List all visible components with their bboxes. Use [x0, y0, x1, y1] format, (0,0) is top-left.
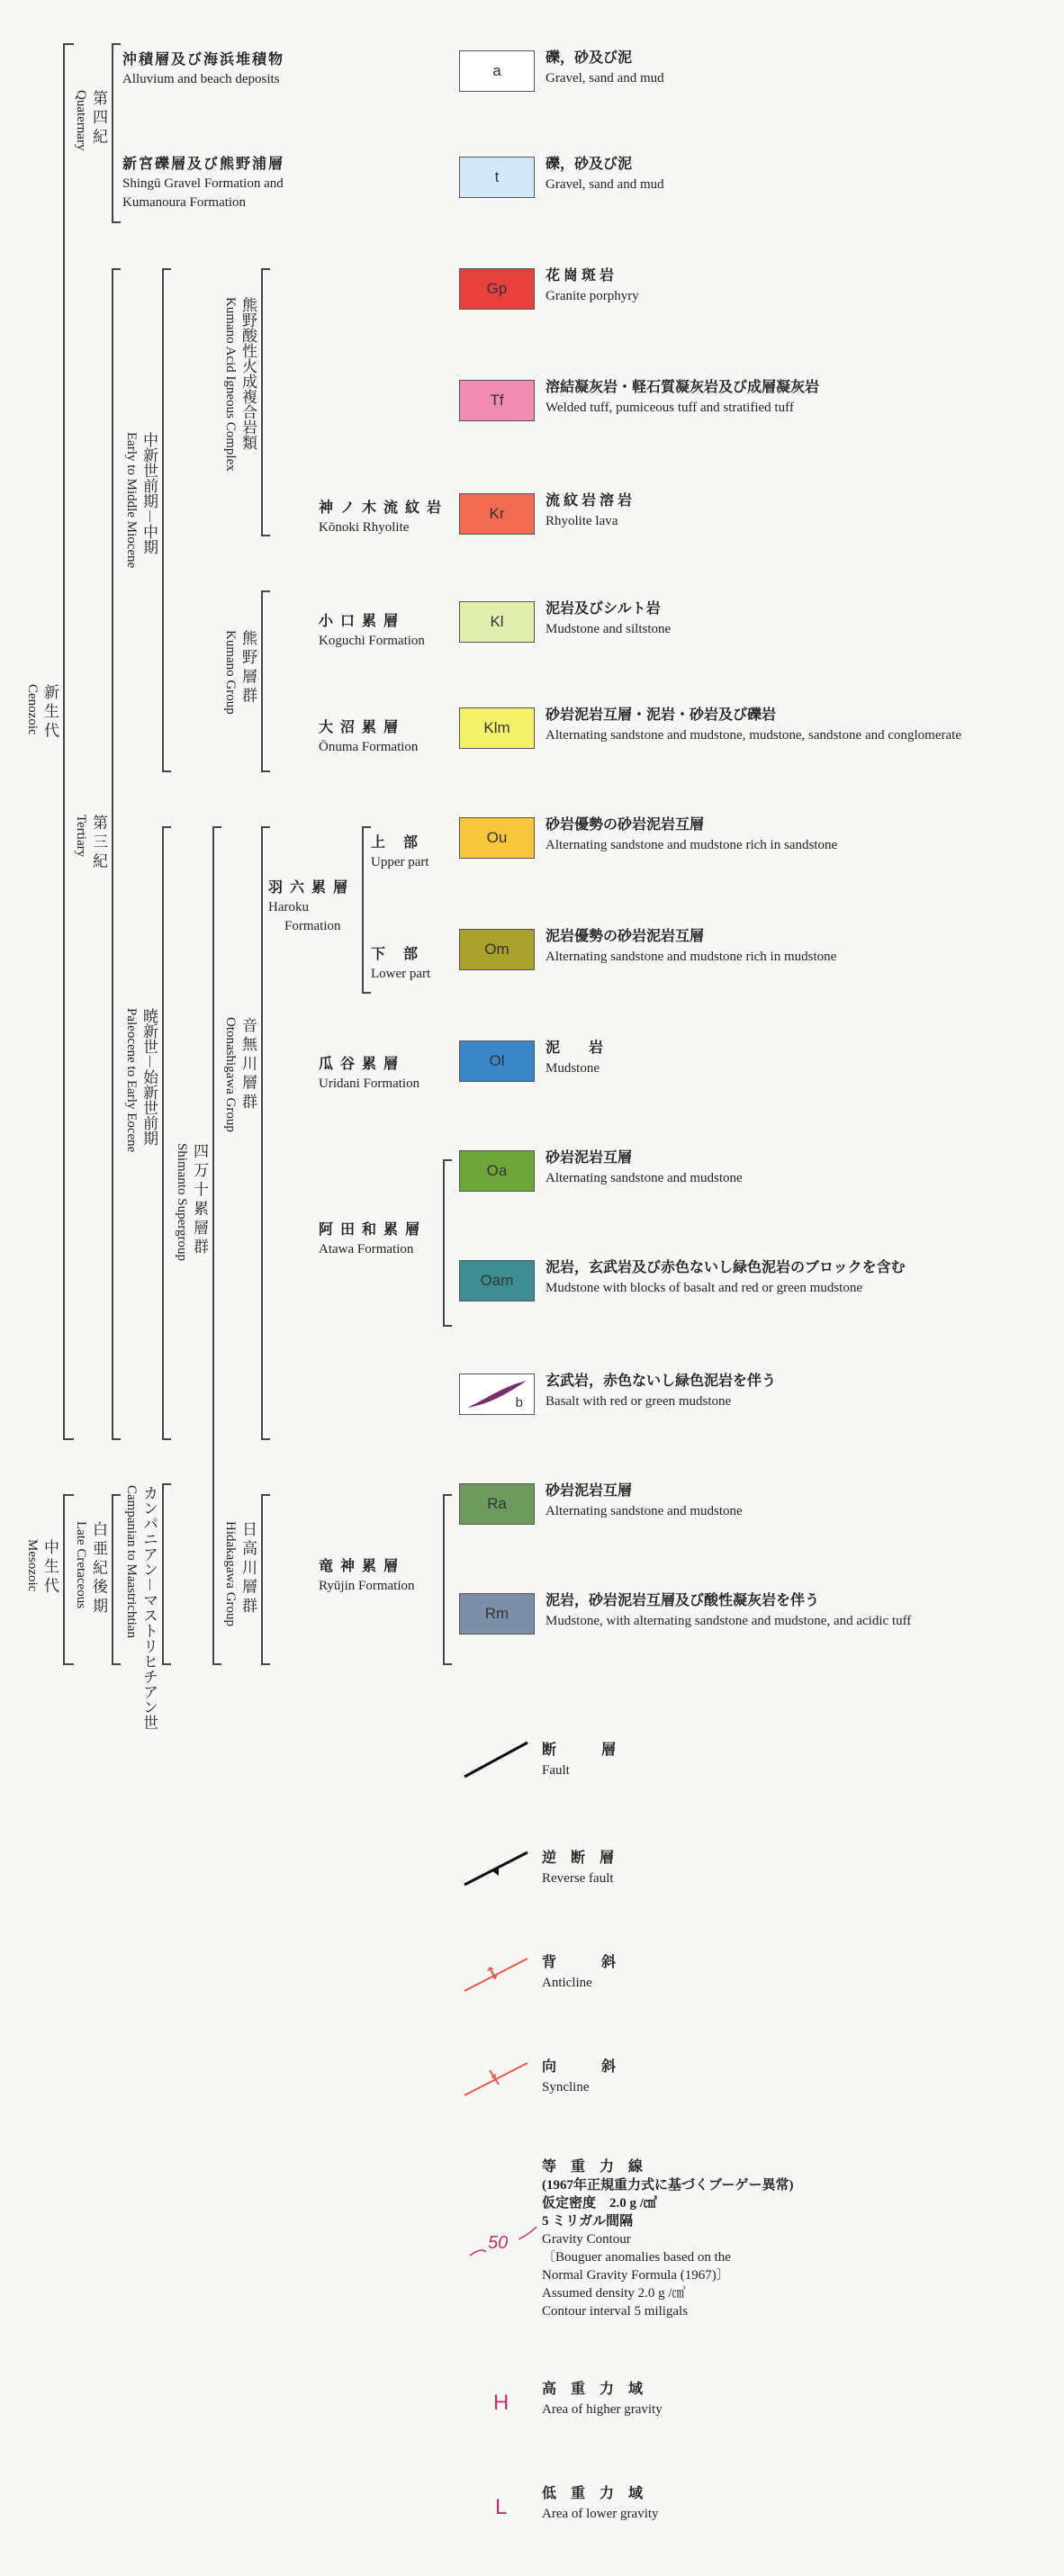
formation-alluvium: 沖積層及び海浜堆積物 Alluvium and beach deposits [122, 52, 285, 86]
formation-atawa: 阿 田 和 累 層 Atawa Formation [319, 1222, 422, 1256]
epoch-campanian: カンパニアン－マストリヒチアン世 Campanian to Maastrichtian [124, 1485, 158, 1730]
shimanto-bracket [212, 826, 214, 1665]
unit-desc-ou: 砂岩優勢の砂岩泥岩互層 Alternating sandstone and mudstone rich in sandstone [546, 817, 838, 852]
group-hidakagawa: 日 高 川 層 群 Hidakagawa Group [223, 1521, 257, 1627]
gravity-contour-icon [466, 2221, 538, 2271]
formation-ryujin: 竜 神 累 層 Ryūjin Formation [319, 1559, 415, 1593]
period-tertiary: 第 三 紀 Tertiary [74, 815, 107, 869]
symbol-high-gravity: 高 重 力 域 Area of higher gravity [542, 2382, 663, 2417]
unit-box-b [459, 1374, 535, 1415]
unit-box-ra: Ra [459, 1483, 535, 1525]
symbol-syncline: 向 斜 Syncline [542, 2059, 622, 2094]
unit-box-a: a [459, 50, 535, 92]
symbol-reverse-fault: 逆 断 層 Reverse fault [542, 1851, 620, 1886]
mesozoic-bracket [63, 1494, 65, 1665]
unit-desc-ra: 砂岩泥岩互層 Alternating sandstone and mudstone [546, 1483, 743, 1518]
symbol-fault: 断 層 Fault [542, 1743, 622, 1778]
paleocene-bracket [162, 826, 164, 1440]
unit-box-ol: Ol [459, 1040, 535, 1082]
syncline-icon [459, 2056, 531, 2105]
miocene-bracket [162, 268, 164, 772]
era-mesozoic: 中 生 代 Mesozoic [25, 1539, 59, 1593]
fault-icon [459, 1737, 531, 1787]
unit-desc-oa: 砂岩泥岩互層 Alternating sandstone and mudstone [546, 1150, 743, 1185]
unit-box-oa: Oa [459, 1150, 535, 1192]
reverse-fault-icon [459, 1845, 531, 1895]
unit-desc-om: 泥岩優勢の砂岩泥岩互層 Alternating sandstone and mudstone rich in mudstone [546, 929, 837, 964]
quaternary-bracket [112, 43, 113, 223]
formation-koguchi: 小 口 累 層 Koguchi Formation [319, 614, 425, 648]
epoch-miocene: 中新世前期－中期 Early to Middle Miocene [124, 432, 158, 569]
unit-box-tf: Tf [459, 380, 535, 421]
haroku-lower: 下 部 Lower part [371, 947, 431, 981]
group-shimanto: 四 万 十 累 層 群 Shimanto Supergroup [175, 1143, 208, 1261]
symbol-anticline: 背 斜 Anticline [542, 1955, 622, 1990]
kumano-igneous-bracket [261, 268, 263, 536]
unit-desc-t: 礫，砂及び泥 Gravel, sand and mud [546, 157, 664, 192]
group-otonashigawa: 音 無 川 層 群 Otonashigawa Group [223, 1017, 257, 1132]
unit-box-oam: Oam [459, 1260, 535, 1302]
unit-desc-ol: 泥 岩 Mudstone [546, 1040, 604, 1076]
group-kumano: 熊 野 層 群 Kumano Group [223, 630, 257, 715]
era-cenozoic: 新 生 代 Cenozoic [25, 684, 59, 738]
group-kumano-igneous: 熊野酸性火成複合岩類 Kumano Acid Igneous Complex [223, 297, 257, 472]
tertiary-bracket [112, 268, 113, 1440]
unit-code: b [515, 1395, 523, 1410]
unit-box-gp: Gp [459, 268, 535, 310]
unit-desc-b: 玄武岩，赤色ないし緑色泥岩を伴う Basalt with red or green mudstone [546, 1374, 777, 1409]
gravity-contour-value: 50 [488, 2233, 509, 2253]
high-gravity-icon: H [493, 2391, 509, 2415]
unit-desc-kl: 泥岩及びシルト岩 Mudstone and siltstone [546, 601, 672, 636]
haroku-bracket [362, 826, 364, 994]
unit-box-ou: Ou [459, 817, 535, 859]
low-gravity-icon: L [495, 2495, 508, 2519]
unit-desc-rm: 泥岩，砂岩泥岩互層及び酸性凝灰岩を伴う Mudstone, with alternating sandstone and mudstone, and acidic tuff [546, 1593, 912, 1628]
unit-box-om: Om [459, 929, 535, 970]
haroku-upper: 上 部 Upper part [371, 835, 429, 869]
unit-box-kr: Kr [459, 493, 535, 535]
unit-desc-gp: 花 崗 斑 岩 Granite porphyry [546, 268, 639, 303]
anticline-icon [459, 1951, 531, 2001]
formation-haroku: 羽 六 累 層 Haroku Formation [268, 880, 350, 933]
symbol-gravity-contour: 等 重 力 線 (1967年正規重力式に基づくブーゲー異常) 仮定密度 2.0 g /㎤ 5 ミリガル間隔 Gravity Contour 〔Bouguer anomalies based on the Normal Gravity Formula (1967)〕 Assumed density 2.0 g /㎤ Contour interval 5 miligals [542, 2159, 794, 2319]
formation-shingu: 新宮礫層及び熊野浦層 Shingū Gravel Formation and Kumanoura Formation [122, 157, 285, 210]
unit-box-klm: Klm [459, 707, 535, 749]
ryujin-bracket [443, 1494, 445, 1665]
formation-uridani: 瓜 谷 累 層 Uridani Formation [319, 1057, 420, 1091]
kumano-group-bracket [261, 590, 263, 772]
period-cretaceous: 白 亜 紀 後 期 Late Cretaceous [74, 1521, 107, 1613]
unit-desc-oam: 泥岩，玄武岩及び赤色ないし緑色泥岩のブロックを含む Mudstone with blocks of basalt and red or green mudstone [546, 1260, 906, 1295]
atawa-bracket [443, 1159, 445, 1327]
cretaceous-bracket [112, 1494, 113, 1665]
epoch-paleocene: 暁新世－始新世前期 Paleocene to Early Eocene [124, 1008, 158, 1153]
unit-desc-klm: 砂岩泥岩互層・泥岩・砂岩及び礫岩 Alternating sandstone and mudstone, mudstone, sandstone and conglomerate [546, 707, 961, 743]
campanian-bracket [162, 1483, 164, 1665]
formation-konoki: 神 ノ 木 流 紋 岩 Kōnoki Rhyolite [319, 500, 444, 535]
otonashigawa-bracket [261, 826, 263, 1440]
unit-box-rm: Rm [459, 1593, 535, 1635]
unit-box-t: t [459, 157, 535, 198]
hidakagawa-bracket [261, 1494, 263, 1665]
unit-desc-a: 礫，砂及び泥 Gravel, sand and mud [546, 50, 664, 86]
formation-onuma: 大 沼 累 層 Ōnuma Formation [319, 720, 419, 754]
unit-desc-tf: 溶結凝灰岩・軽石質凝灰岩及び成層凝灰岩 Welded tuff, pumiceous tuff and stratified tuff [546, 380, 820, 415]
unit-desc-kr: 流 紋 岩 溶 岩 Rhyolite lava [546, 493, 633, 528]
symbol-low-gravity: 低 重 力 域 Area of lower gravity [542, 2486, 659, 2521]
cenozoic-bracket [63, 43, 65, 1440]
period-quaternary: 第 四 紀 Quaternary [74, 90, 107, 151]
unit-box-kl: Kl [459, 601, 535, 643]
